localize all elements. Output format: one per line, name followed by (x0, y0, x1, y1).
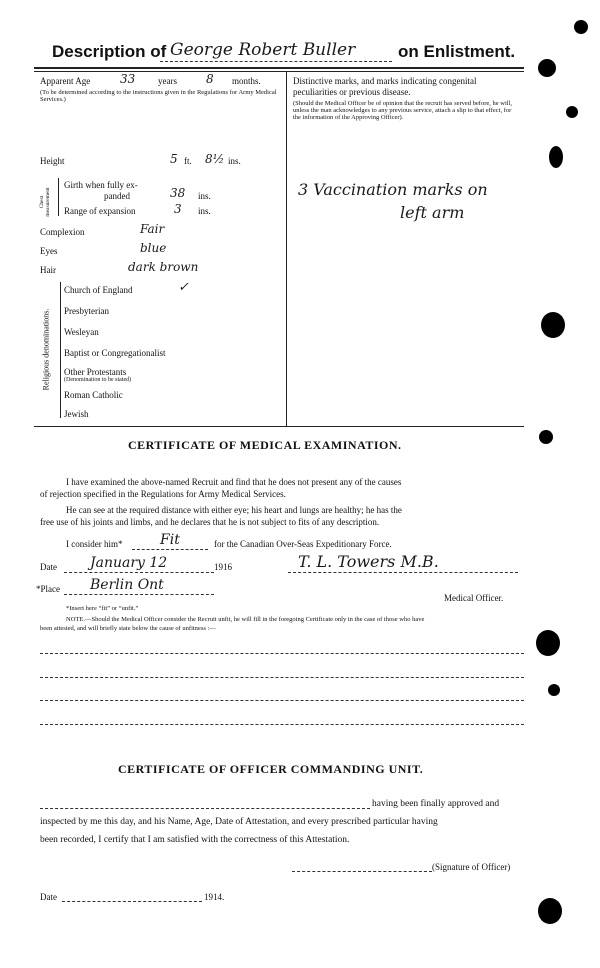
name-underline (160, 61, 392, 62)
height-feet-value: 5 (170, 152, 178, 166)
officer-date-line (62, 901, 202, 902)
medical-place-label: *Place (36, 584, 60, 594)
medical-para2-a: He can see at the required distance with either eye; his heart and lungs are healthy; he has the (66, 505, 402, 515)
religion-church-of-england: Church of England (64, 285, 133, 295)
medical-footnote: *Insert here “fit” or “unfit.” (66, 605, 139, 612)
binder-hole-9 (538, 898, 562, 924)
religion-check-mark: ✓ (178, 280, 189, 295)
religion-jewish: Jewish (64, 409, 89, 419)
feet-label: ft. (184, 156, 192, 166)
officer-name-line (40, 808, 370, 809)
medical-officer-label: Medical Officer. (444, 593, 504, 603)
fitness-underline (132, 549, 208, 550)
religion-bracket (60, 282, 61, 418)
religion-presbyterian: Presbyterian (64, 306, 109, 316)
age-note: (To be determined according to the instructions given in the Regulations for Army Medical Services.) (40, 89, 277, 103)
binder-hole-4 (549, 146, 563, 168)
religion-baptist: Baptist or Congregationalist (64, 348, 166, 358)
height-label: Height (40, 156, 65, 166)
distinctive-marks-value-1: 3 Vaccination marks on (298, 180, 488, 199)
unfit-reason-line-1 (40, 653, 524, 654)
religion-side-label (34, 290, 58, 420)
eyes-value: blue (140, 241, 167, 255)
medical-para1-a: I have examined the above-named Recruit and find that he does not present any of the causes (66, 477, 402, 487)
age-months-value: 8 (206, 72, 214, 86)
signature-underline (288, 572, 518, 573)
officer-certificate-title: CERTIFICATE OF OFFICER COMMANDING UNIT. (118, 762, 424, 776)
chest-bracket (58, 178, 59, 216)
girth-value: 38 (170, 186, 186, 200)
unfit-reason-line-2 (40, 677, 524, 678)
header-suffix: on Enlistment. (398, 42, 516, 61)
religion-side-text: Religious denominations. (41, 308, 51, 391)
hair-value: dark brown (128, 260, 199, 274)
binder-hole-2 (574, 20, 588, 34)
apparent-age-label: Apparent Age (40, 76, 91, 86)
consider-label: I consider him* (66, 539, 123, 549)
header-prefix: Description of (52, 42, 167, 61)
girth-unit: ins. (198, 191, 211, 201)
medical-place-underline (64, 594, 214, 595)
top-rule-1 (34, 67, 524, 69)
religion-wesleyan: Wesleyan (64, 327, 99, 337)
medical-year: 1916 (214, 562, 232, 572)
religion-roman-catholic: Roman Catholic (64, 390, 123, 400)
range-value: 3 (174, 202, 182, 216)
binder-hole-7 (536, 630, 560, 656)
officer-para-a: having been finally approved and (372, 799, 500, 809)
hair-label: Hair (40, 265, 56, 275)
binder-hole-6 (539, 430, 553, 444)
inches-label: ins. (228, 156, 241, 166)
eyes-label: Eyes (40, 246, 58, 256)
officer-para-c: been recorded, I certify that I am satisfied with the correctness of this Attestation. (40, 835, 350, 845)
officer-signature-line (292, 871, 432, 872)
months-label: months. (232, 76, 261, 86)
column-divider (286, 71, 287, 426)
distinctive-marks-value-2: left arm (400, 203, 465, 222)
age-years-value: 33 (120, 72, 136, 86)
description-bottom-rule (34, 426, 524, 427)
binder-hole-3 (566, 106, 578, 118)
other-protestants-note: (Denomination to be stated) (64, 377, 132, 383)
range-unit: ins. (198, 206, 211, 216)
complexion-value: Fair (140, 222, 165, 236)
binder-hole-1 (538, 59, 556, 77)
chest-side-text: Chest measurement (39, 187, 51, 217)
medical-date-underline (64, 572, 214, 573)
girth-label-2: panded (104, 191, 130, 201)
medical-para2-b: free use of his joints and limbs, and he declares that he is not subject to fits of any description. (40, 517, 380, 527)
medical-certificate-title: CERTIFICATE OF MEDICAL EXAMINATION. (128, 438, 402, 452)
distinctive-marks-label-1: Distinctive marks, and marks indicating congenital (293, 76, 477, 86)
top-rule-2 (34, 71, 524, 72)
medical-para1-b: of rejection specified in the Regulations for Army Medical Services. (40, 489, 286, 499)
medical-note-a: NOTE.—Should the Medical Officer consider the Recruit unfit, he will fill in the foregoing Certificate only in the case of those who have (66, 616, 425, 623)
range-label: Range of expansion (64, 206, 136, 216)
medical-note-b: been attested, and will briefly state below the cause of unfitness :— (40, 625, 216, 632)
girth-label-1: Girth when fully ex- (64, 180, 138, 190)
unfit-reason-line-3 (40, 700, 524, 701)
binder-hole-5 (541, 312, 565, 338)
distinctive-marks-note: (Should the Medical Officer be of opinion that the recruit has served before, he will, unless the man acknowledges to any previous service, attach a slip to that effect, for the information of the Approving Officer). (293, 100, 513, 121)
enlistee-name: George Robert Buller (170, 40, 356, 60)
officer-date-label: Date (40, 892, 57, 902)
years-label: years (158, 76, 177, 86)
for-cef-label: for the Canadian Over-Seas Expeditionary Force. (214, 539, 392, 549)
medical-date-label: Date (40, 562, 57, 572)
medical-officer-signature: T. L. Towers M.B. (298, 552, 439, 571)
distinctive-marks-label-2: peculiarities or previous disease. (293, 87, 411, 97)
unfit-reason-line-4 (40, 724, 524, 725)
medical-place-value: Berlin Ont (90, 577, 164, 593)
officer-signature-label: (Signature of Officer) (432, 862, 511, 872)
complexion-label: Complexion (40, 227, 85, 237)
chest-side-label (34, 182, 56, 222)
height-inches-value: 8½ (205, 152, 225, 166)
binder-hole-8 (548, 684, 560, 696)
fitness-value: Fit (160, 532, 180, 548)
medical-date-value: January 12 (90, 555, 168, 571)
officer-para-b: inspected by me this day, and his Name, Age, Date of Attestation, and every prescribed particular having (40, 817, 438, 827)
religion-other-protestants: Other Protestants (64, 367, 127, 377)
officer-year: 1914. (204, 892, 225, 902)
